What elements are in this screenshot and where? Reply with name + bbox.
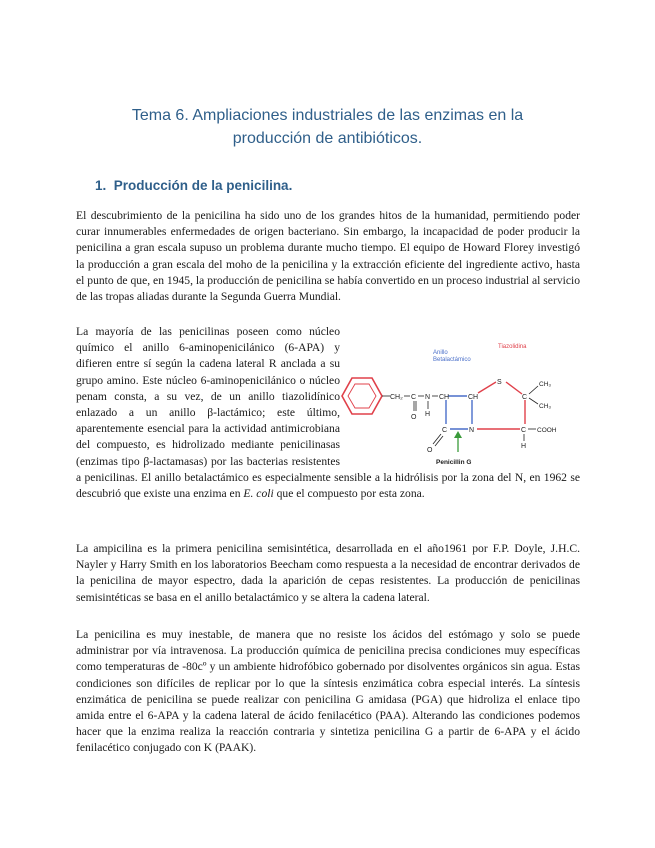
c1-atom: C bbox=[411, 394, 417, 401]
penicillin-structure-svg bbox=[340, 334, 580, 454]
paragraph-2-block bbox=[76, 324, 580, 502]
o1-atom: O bbox=[411, 414, 417, 421]
ch3-b-group: CH₃ bbox=[539, 403, 552, 410]
paragraph-3: La ampicilina es la primera penicilina semisintética, desarrollada en el año1961 por F.P. Doyle, J.H.C. Nayler y Harry Smith en los laboratorios Beecham como respuesta a la necesidad de encontrar derivados de la penicilina de mayor espectro, dada la aparición de cepas resistentes. La producción de penicilinas semisintéticas se basa en el anillo betalactámico y se altera la cadena lateral. bbox=[76, 542, 580, 604]
paragraph-2-italic: E. coli bbox=[243, 487, 274, 501]
beta-label-line2: Betalactámico bbox=[433, 357, 471, 363]
paragraph-2-tail: que el compuesto por esta zona. bbox=[276, 487, 425, 501]
paragraph-2-text: La mayoría de las penicilinas poseen como núcleo químico el anillo 6-aminopenicilánico (6-APA) y difieren entre sí según la cadena lateral R anclada a su grupo amino. Este núcleo 6-aminopenicilánico o núcleo penam consta, a su vez, de un anillo tiazolidínico enlazado a un anillo β-lactámico; este último, aparentemente esencial para la actividad antimicrobiana del compuesto, es hidrolizado mediante penicilinasas (enzimas tipo β-lactamasas) por las bacterias resistentes a penicilinas. El anillo betalactámico es especialmente sensible a la hidrólisis por la zona del N, en 1962 se descubrió que existe una enzima en bbox=[76, 325, 580, 501]
figure-caption: Penicillin G bbox=[436, 459, 472, 467]
hydrolysis-arrow bbox=[454, 431, 462, 452]
beta-label-line1: Anillo bbox=[433, 350, 448, 356]
section-title: Producción de la penicilina. bbox=[113, 178, 293, 193]
paragraph-4: La penicilina es muy inestable, de manera que no resiste los ácidos del estómago y solo se puede administrar por vía intravenosa. La producción química de penicilina precisa condiciones muy específicas como temperaturas de -80cº y un ambiente hidrofóbico gobernado por disolventes orgánicos sin agua. Estas condiciones son difíciles de replicar por lo que la síntesis enzimática cobra especial interés. La síntesis enzimática de penicilina se puede realizar con penicilina G amidasa (PGA) que hidroliza el enlace tipo amida entre el 6-APA y la cadena lateral de ácido fenilacético (PAA). Alterando las condiciones podemos hacer que la enzima realiza la reacción contraria y sintetiza penicilina G a partir de 6-APA y el ácido fenilacético conjugado con K (PAAK). bbox=[76, 628, 580, 755]
ch3-a-group: CH₃ bbox=[539, 381, 552, 388]
h1-atom: H bbox=[425, 411, 431, 418]
h2-atom: H bbox=[521, 443, 527, 450]
c-bl-atom: C bbox=[442, 427, 448, 434]
ch-a-atom: CH bbox=[439, 394, 450, 401]
o2-atom: O bbox=[427, 447, 433, 454]
tiazo-label: Tiazolidina bbox=[498, 344, 527, 350]
section-number: 1. bbox=[95, 178, 107, 193]
thiazolidine-ring bbox=[477, 382, 528, 429]
cooh-group: COOH bbox=[537, 427, 557, 434]
n1-atom: N bbox=[425, 394, 431, 401]
c-q-atom: C bbox=[522, 394, 528, 401]
ch2-atom: CH₂ bbox=[390, 394, 403, 401]
section-heading bbox=[95, 178, 292, 193]
ch-b-atom: CH bbox=[468, 394, 479, 401]
s-atom: S bbox=[497, 379, 502, 386]
n2-atom: N bbox=[469, 427, 475, 434]
benzene-ring bbox=[342, 378, 382, 414]
document-title bbox=[60, 104, 595, 150]
paragraph-1: El descubrimiento de la penicilina ha sido uno de los grandes hitos de la humanidad, permitiendo poder curar innumerables enfermedades de origen bacteriano. Sin embargo, la incapacidad de poder producir la penicilina a gran escala supuso un problema durante mucho tiempo. El equipo de Howard Florey investigó la producción a gran escala del moho de la penicilina y la extracción eficiente del ingrediente activo, hasta el punto de que, en 1945, la producción de penicilina se había convertido en un proceso industrial al servicio de las tropas aliadas durante la Segunda Guerra Mundial. bbox=[76, 209, 580, 304]
c3-atom: C bbox=[521, 427, 527, 434]
penicillin-structure-figure bbox=[340, 334, 580, 467]
title-line-2: producción de antibióticos. bbox=[232, 130, 423, 147]
title-line-1: Tema 6. Ampliaciones industriales de las enzimas en la bbox=[131, 107, 524, 124]
